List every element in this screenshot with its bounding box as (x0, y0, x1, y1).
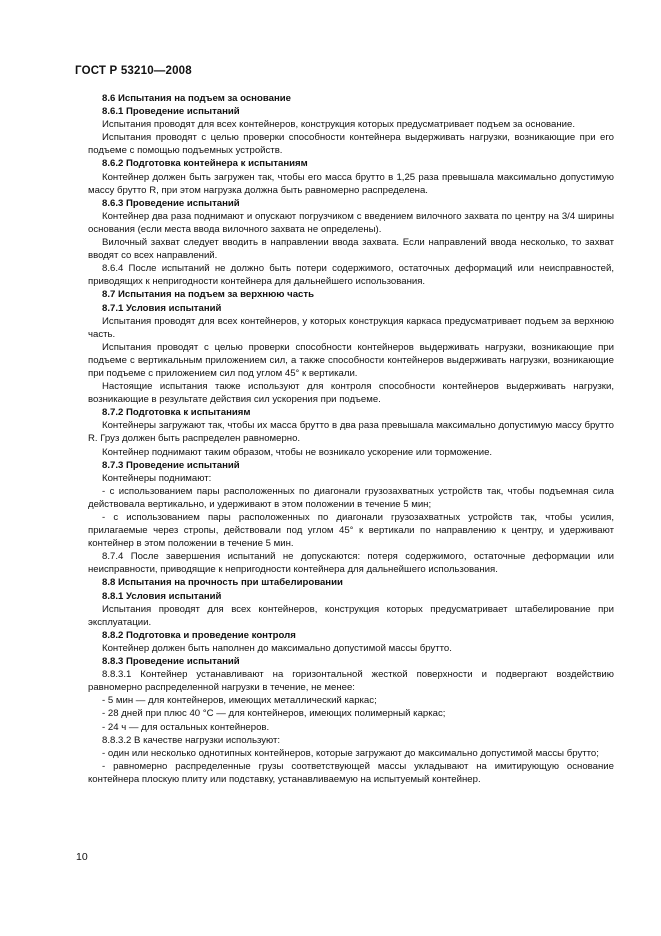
section-heading: 8.6.1 Проведение испытаний (102, 106, 240, 118)
body-paragraph: 8.8.3.2 В качестве нагрузки используют: (102, 734, 281, 746)
document-body (88, 92, 614, 786)
body-paragraph: Контейнеры загружают так, чтобы их масса брутто в два раза превышала максимально допустимую массу брутто R. Груз должен быть распределен равномерно. (88, 420, 614, 445)
body-paragraph: - 28 дней при плюс 40 °С — для контейнеров, имеющих полимерный каркас; (102, 708, 446, 720)
document-header: ГОСТ Р 53210—2008 (75, 65, 192, 77)
body-paragraph: 8.7.4 После завершения испытаний не допускаются: потеря содержимого, остаточные деформации или неисправности, приводящие к непригодности контейнера для дальнейшего использования. (88, 551, 614, 576)
section-heading: 8.8.3 Проведение испытаний (102, 656, 240, 668)
body-paragraph: - 5 мин — для контейнеров, имеющих металлический каркас; (102, 695, 377, 707)
body-paragraph: - 24 ч — для остальных контейнеров. (102, 721, 270, 733)
body-paragraph: Испытания проводят для всех контейнеров, конструкция которых предусматривает подъем за основание. (102, 119, 576, 131)
page-number: 10 (76, 851, 88, 863)
body-paragraph: Контейнер два раза поднимают и опускают погрузчиком с введением вилочного захвата по центру на 3/4 ширины основания (если места ввода вилочного захвата не определены). (88, 210, 614, 235)
section-heading: 8.8 Испытания на прочность при штабелировании (102, 577, 343, 589)
section-heading: 8.7.3 Проведение испытаний (102, 459, 240, 471)
body-paragraph: Настоящие испытания также используют для контроля способности контейнеров выдерживать нагрузки, возникающие в результате действия сил ускорения при подъеме. (88, 381, 614, 406)
body-paragraph: Контейнеры поднимают: (102, 472, 212, 484)
section-heading: 8.8.2 Подготовка и проведение контроля (102, 629, 296, 641)
section-heading: 8.6.2 Подготовка контейнера к испытаниям (102, 158, 308, 170)
body-paragraph: Испытания проводят с целью проверки способности контейнеров выдерживать нагрузки, возникающие при подъеме с вертикальным приложением сил, а также способности контейнеров выдерживать нагрузки, возникающие при подъеме с приложением сил под углом 45° к вертикали. (88, 341, 614, 379)
body-paragraph: Испытания проводят с целью проверки способности контейнера выдерживать нагрузки, возникающие при его подъеме с помощью подъемных устройств. (88, 132, 614, 157)
body-paragraph: Испытания проводят для всех контейнеров, конструкция которых предусматривает штабелирование при эксплуатации. (88, 603, 614, 628)
section-heading: 8.6 Испытания на подъем за основание (102, 93, 291, 104)
section-heading: 8.7 Испытания на подъем за верхнюю часть (102, 289, 314, 301)
body-paragraph: Вилочный захват следует вводить в направлении ввода захвата. Если направлений ввода несколько, то захват вводят со всех направлений. (88, 237, 614, 262)
section-heading: 8.7.1 Условия испытаний (102, 302, 222, 314)
body-paragraph: Контейнер должен быть загружен так, чтобы его масса брутто в 1,25 раза превышала максимально допустимую массу брутто R, при этом нагрузка должна быть равномерно распределена. (88, 171, 614, 196)
body-paragraph: - один или несколько однотипных контейнеров, которые загружают до максимально допустимой массы брутто; (102, 747, 599, 759)
body-paragraph: - с использованием пары расположенных по диагонали грузозахватных устройств так, чтобы подъемная сила действовала вертикально, и удерживают в этом положении в течение 5 мин; (88, 485, 614, 510)
body-paragraph: 8.6.4 После испытаний не должно быть потери содержимого, остаточных деформаций или неисправностей, приводящих к непригодности контейнера для дальнейшего использования. (88, 263, 614, 288)
body-paragraph: 8.8.3.1 Контейнер устанавливают на горизонтальной жесткой поверхности и подвергают воздействию равномерно распределенной нагрузки в течение, не менее: (88, 669, 614, 694)
body-paragraph: Испытания проводят для всех контейнеров, у которых конструкция каркаса предусматривает подъем за верхнюю часть. (88, 315, 614, 340)
body-paragraph: - равномерно распределенные грузы соответствующей массы укладывают на имитирующую основание контейнера плоскую плиту или подставку, устанавливаемую на испытуемый контейнер. (88, 760, 614, 785)
section-heading: 8.6.3 Проведение испытаний (102, 197, 240, 209)
body-paragraph: Контейнер поднимают таким образом, чтобы не возникало ускорение или торможение. (102, 446, 493, 458)
body-paragraph: - с использованием пары расположенных по диагонали грузозахватных устройств так, чтобы усилия, прилагаемые через стропы, действовали под углом 45° к вертикали по направлению к центру, и удерживают контейнер в этом положении в течение 5 мин. (88, 512, 614, 550)
section-heading: 8.7.2 Подготовка к испытаниям (102, 407, 251, 419)
section-heading: 8.8.1 Условия испытаний (102, 590, 222, 602)
body-paragraph: Контейнер должен быть наполнен до максимально допустимой массы брутто. (102, 642, 452, 654)
